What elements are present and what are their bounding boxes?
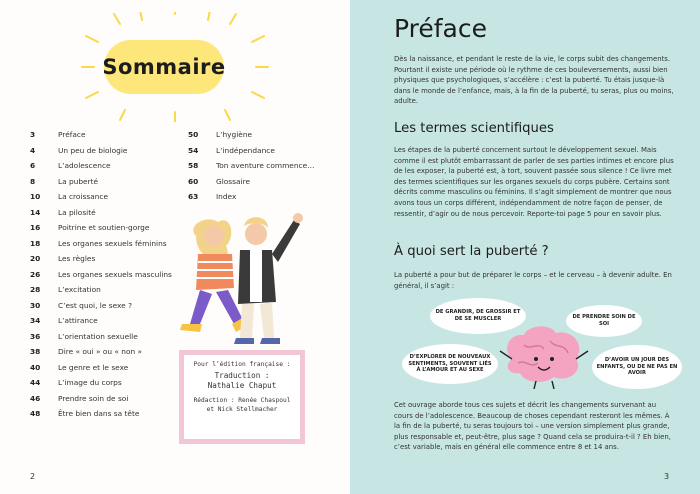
toc-entry bbox=[188, 143, 315, 159]
right-page bbox=[350, 0, 700, 494]
toc-page-number: 60 bbox=[188, 176, 199, 186]
toc-title: Les organes sexuels masculins bbox=[58, 269, 172, 279]
speech-bubble: DE PRENDRE SOIN DE SOI bbox=[566, 305, 642, 337]
toc-entry bbox=[188, 174, 315, 190]
toc-entry bbox=[30, 236, 172, 252]
toc-entry bbox=[30, 189, 172, 205]
toc-page-number: 26 bbox=[30, 269, 41, 279]
toc-title: Poitrine et soutien-gorge bbox=[58, 223, 150, 233]
toc-page-number: 40 bbox=[30, 362, 41, 372]
toc-page-number: 4 bbox=[30, 145, 36, 155]
closing-text: Cet ouvrage aborde tous ces sujets et décrit les changements survenant au cours de l’adolescence. Beaucoup de choses cependant resteront les mêmes. À la fin de la puberté, tu seras toujours toi – une version simplement plus grande, plus responsable et, peut-être, plus sage ? Quand cela se produira-t-il ? Eh bien, c’est variable, mais en général elle commence entre 8 et 14 ans. bbox=[394, 401, 671, 452]
toc-title: L’indépendance bbox=[216, 145, 275, 155]
toc-title: C’est quoi, le sexe ? bbox=[58, 300, 132, 310]
section-text-terms: Les étapes de la puberté concernent surtout le développement sexuel. Mais comme il est plutôt embarrassant de parler de ses parties intimes et encore plus de les exposer, la puberté est, à tort, souvent passée sous silence ! Ce livre met des termes scientifiques sur les organes sexuels du corps pubère. Certains sont décrits comme masculins ou féminins. Il s’agit simplement de montrer que nous avons tous un corps différent, indépendamment de notre façon de penser, de ressentir, d’agir ou de nous percevoir. Reporte-toi page 5 pour en savoir plus. bbox=[394, 146, 674, 218]
toc-entry bbox=[30, 329, 172, 345]
credits-translation-label: Traduction : bbox=[214, 371, 270, 380]
toc-entry bbox=[30, 391, 172, 407]
toc-title: Index bbox=[216, 192, 237, 202]
speech-bubble: D’AVOIR UN JOUR DES ENFANTS, OU DE NE PAS EN AVOIR bbox=[592, 345, 682, 389]
toc-entry bbox=[30, 158, 172, 174]
toc-title: L’orientation sexuelle bbox=[58, 331, 138, 341]
speech-bubble: DE GRANDIR, DE GROSSIR ET DE SE MUSCLER bbox=[430, 298, 526, 334]
toc-entry bbox=[30, 406, 172, 422]
toc-entry bbox=[30, 220, 172, 236]
toc-title: Les organes sexuels féminins bbox=[58, 238, 167, 248]
section-text-purpose: La puberté a pour but de préparer le corps – et le cerveau – à devenir adulte. En général, il s’agit : bbox=[394, 271, 672, 290]
toc-page-number: 54 bbox=[188, 145, 199, 155]
brain-character-illustration bbox=[498, 323, 590, 389]
toc-title: La pilosité bbox=[58, 207, 96, 217]
toc-column-2 bbox=[188, 127, 315, 205]
toc-entry bbox=[30, 127, 172, 143]
toc-page-number: 50 bbox=[188, 130, 199, 140]
toc-page-number: 58 bbox=[188, 161, 199, 171]
preface-intro: Dès la naissance, et pendant le reste de la vie, le corps subit des changements. Pourtant il existe une période où le rythme de ces bouleversements, aussi bien physiques que psychologiques, s’accélère : c’est la puberté. Tu étais jusque-là dans le monde de l’enfance, mais, à la fin de la puberté, tu seras, plus ou moins, adulte. bbox=[394, 55, 674, 106]
toc-entry bbox=[30, 298, 172, 314]
toc-title: Glossaire bbox=[216, 176, 251, 186]
toc-page-number: 48 bbox=[30, 409, 41, 419]
sommaire-heading: Sommaire bbox=[104, 40, 224, 94]
toc-entry bbox=[30, 267, 172, 283]
toc-column-1 bbox=[30, 127, 172, 422]
toc-entry bbox=[30, 174, 172, 190]
toc-page-number: 38 bbox=[30, 347, 41, 357]
toc-entry bbox=[30, 143, 172, 159]
preface-title: Préface bbox=[394, 14, 487, 43]
toc-page-number: 30 bbox=[30, 300, 41, 310]
toc-page-number: 34 bbox=[30, 316, 41, 326]
toc-title: Ton aventure commence… bbox=[216, 161, 315, 171]
section-title-purpose: À quoi sert la puberté ? bbox=[394, 244, 549, 259]
toc-page-number: 3 bbox=[30, 130, 36, 140]
toc-page-number: 16 bbox=[30, 223, 41, 233]
credits-translator: Nathalie Chaput bbox=[207, 381, 277, 390]
toc-page-number: 28 bbox=[30, 285, 41, 295]
toc-entry bbox=[188, 158, 315, 174]
toc-title: L’attirance bbox=[58, 316, 98, 326]
section-title-terms: Les termes scientifiques bbox=[394, 121, 554, 136]
credits-editors-1: Rédaction : Renée Chaspoul bbox=[193, 397, 291, 404]
toc-page-number: 63 bbox=[188, 192, 199, 202]
toc-title: Dire « oui » ou « non » bbox=[58, 347, 143, 357]
toc-page-number: 46 bbox=[30, 393, 41, 403]
toc-page-number: 18 bbox=[30, 238, 41, 248]
speech-bubble: D’EXPLORER DE NOUVEAUX SENTIMENTS, SOUVENT LIÉS À L’AMOUR ET AU SEXE bbox=[402, 344, 498, 384]
toc-title: Être bien dans sa tête bbox=[58, 409, 140, 419]
toc-entry bbox=[30, 344, 172, 360]
toc-entry bbox=[188, 189, 315, 205]
toc-entry bbox=[188, 127, 315, 143]
two-friends-illustration bbox=[176, 206, 316, 356]
toc-entry bbox=[30, 205, 172, 221]
credits-box bbox=[179, 350, 305, 444]
toc-title: Préface bbox=[58, 130, 86, 140]
toc-title: Les règles bbox=[58, 254, 96, 264]
toc-entry bbox=[30, 251, 172, 267]
toc-title: L’adolescence bbox=[58, 161, 111, 171]
toc-title: Le genre et le sexe bbox=[58, 362, 129, 372]
toc-title: Prendre soin de soi bbox=[58, 393, 129, 403]
toc-page-number: 36 bbox=[30, 331, 41, 341]
page-number-left: 2 bbox=[30, 472, 36, 481]
credits-edition: Pour l’édition française : bbox=[193, 361, 291, 368]
toc-title: L’hygiène bbox=[216, 130, 253, 140]
toc-page-number: 20 bbox=[30, 254, 41, 264]
toc-title: Un peu de biologie bbox=[58, 145, 128, 155]
toc-page-number: 14 bbox=[30, 207, 41, 217]
toc-page-number: 6 bbox=[30, 161, 36, 171]
toc-entry bbox=[30, 282, 172, 298]
toc-title: La puberté bbox=[58, 176, 99, 186]
toc-title: La croissance bbox=[58, 192, 109, 202]
toc-title: L’image du corps bbox=[58, 378, 122, 388]
page-number-right: 3 bbox=[664, 472, 670, 481]
toc-entry bbox=[30, 375, 172, 391]
toc-title: L’excitation bbox=[58, 285, 101, 295]
toc-entry bbox=[30, 313, 172, 329]
toc-page-number: 44 bbox=[30, 378, 41, 388]
toc-page-number: 10 bbox=[30, 192, 41, 202]
toc-page-number: 8 bbox=[30, 176, 36, 186]
toc-entry bbox=[30, 360, 172, 376]
credits-editors-2: et Nick Stellmacher bbox=[206, 406, 278, 413]
